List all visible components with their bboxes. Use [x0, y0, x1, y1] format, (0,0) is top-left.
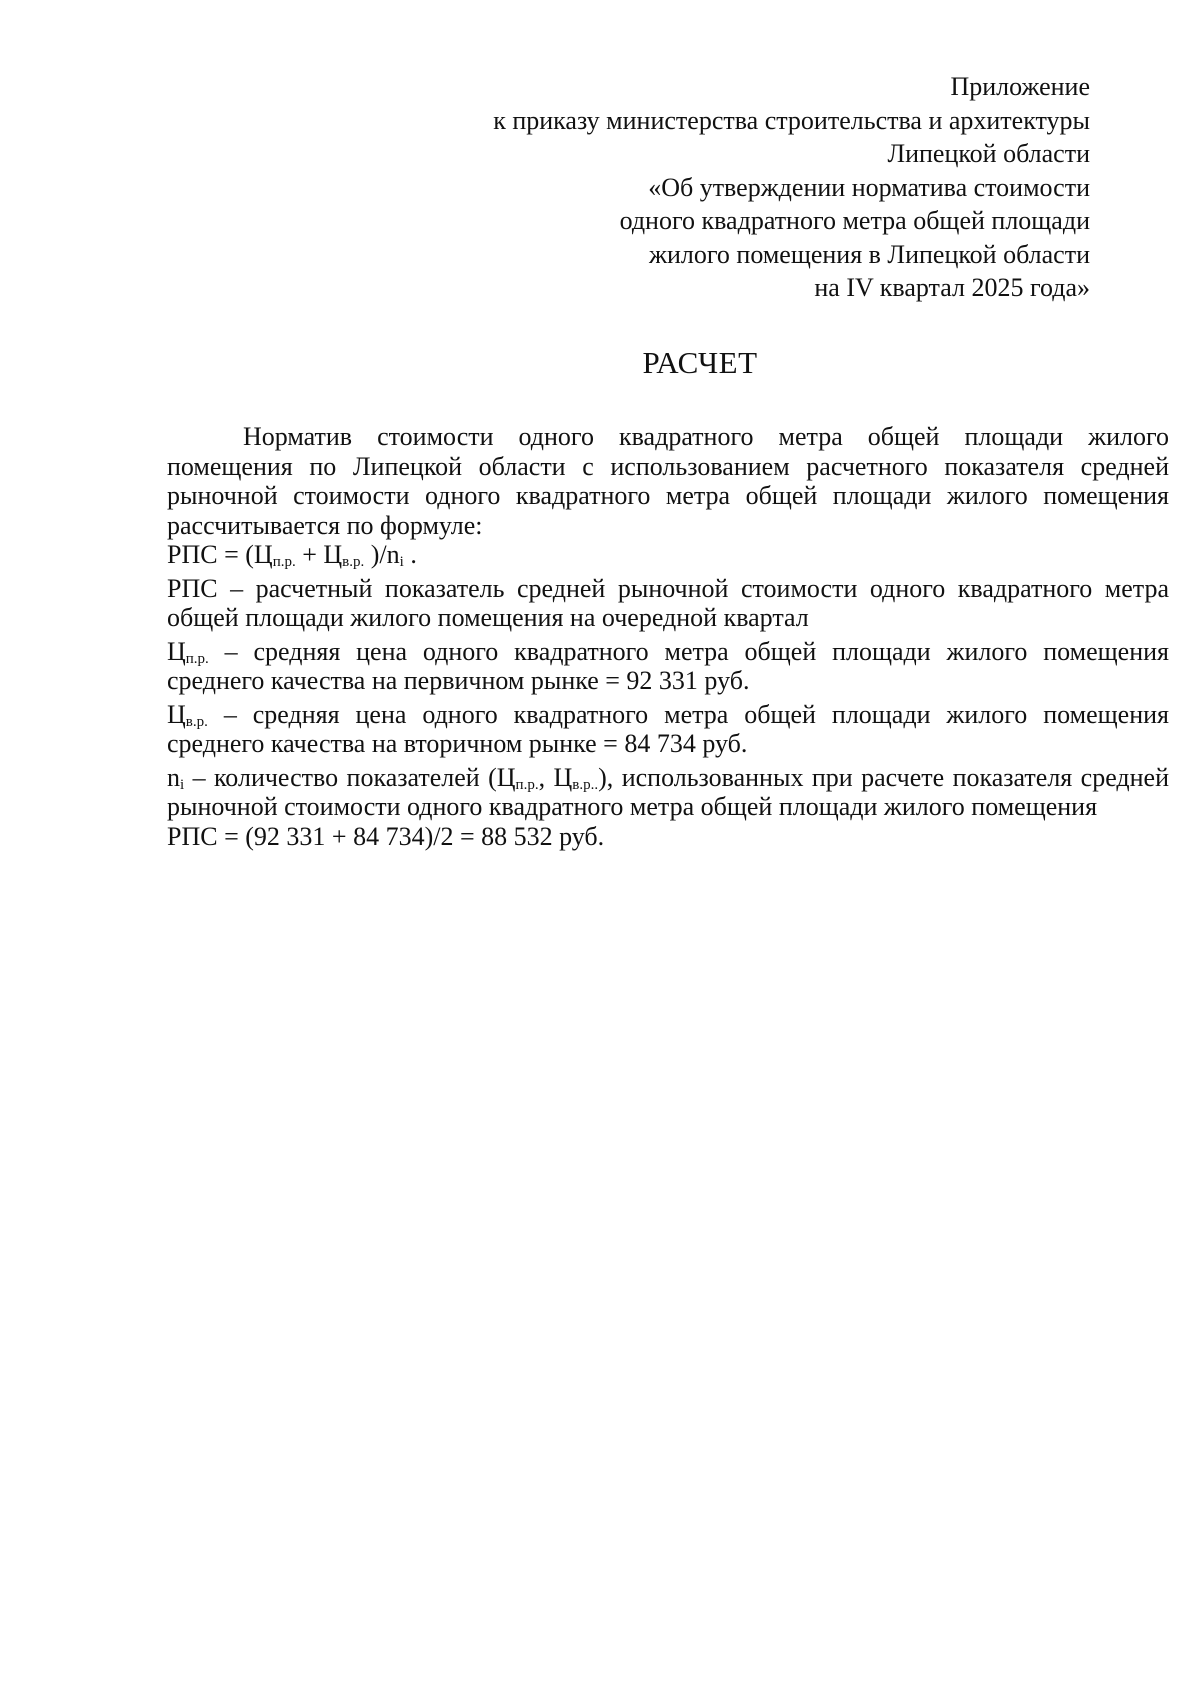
intro-paragraph: Норматив стоимости одного квадратного метра общей площади жилого помещения по Липецкой области с использованием расчетного показателя средней рыночной стоимости одного квадратного метра общей площади жилого помещения рассчитывается по формуле: [167, 422, 1169, 540]
document-body [167, 422, 1169, 851]
formula-lhs: РПС = (Ц [167, 540, 273, 569]
formula-sub-i: i [399, 554, 404, 570]
header-line: «Об утверждении норматива стоимости [648, 172, 1090, 202]
definition-sub-b: в.р.. [572, 776, 599, 793]
appendix-header [370, 70, 1090, 305]
header-line: одного квадратного метра общей площади [619, 206, 1090, 235]
header-line: Приложение [950, 72, 1090, 101]
definition-rps: РПС – расчетный показатель средней рыночной стоимости одного квадратного метра общей площади жилого помещения на очередной квартал [167, 573, 1169, 632]
formula-sub-vr: в.р. [342, 554, 365, 570]
definition-text-b: , Ц [538, 762, 573, 792]
document-title [0, 345, 1200, 381]
definition-text-a: – количество показателей (Ц [184, 762, 516, 792]
formula-div: )/n [364, 540, 400, 569]
definition-sub: в.р. [185, 713, 208, 730]
definition-sub: п.р. [185, 650, 209, 667]
header-line: к приказу министерства строительства и архитектуры [493, 105, 1090, 135]
formula-end: . [403, 540, 417, 569]
result-line: РПС = (92 331 + 84 734)/2 = 88 532 руб. [167, 821, 605, 851]
formula-plus: + Ц [295, 540, 343, 569]
definition-sub-a: п.р. [515, 776, 539, 793]
definition-price-secondary [167, 700, 1169, 759]
definition-text-c: ), использованных при расчете показателя средней рыночной стоимости одного квадратного метра общей площади жилого помещения [167, 762, 1170, 821]
definition-symbol: Ц [167, 636, 186, 666]
header-line: на IV квартал 2025 года» [814, 273, 1090, 302]
formula-sub-pr: п.р. [272, 554, 296, 570]
definition-text: – средняя цена одного квадратного метра общей площади жилого помещения среднего качества на первичном рынке = 92 331 руб. [167, 636, 1169, 695]
header-line: жилого помещения в Липецкой области [649, 239, 1090, 269]
formula [167, 540, 1169, 570]
definition-symbol: Ц [167, 699, 186, 729]
header-line: Липецкой области [887, 139, 1090, 168]
title-text: РАСЧЕТ [642, 345, 758, 380]
definition-count [167, 763, 1169, 822]
definition-price-primary [167, 637, 1169, 696]
definition-text: – средняя цена одного квадратного метра общей площади жилого помещения среднего качества на вторичном рынке = 84 734 руб. [167, 699, 1169, 758]
definition-sub: i [180, 776, 185, 793]
definition-symbol: n [167, 762, 180, 792]
